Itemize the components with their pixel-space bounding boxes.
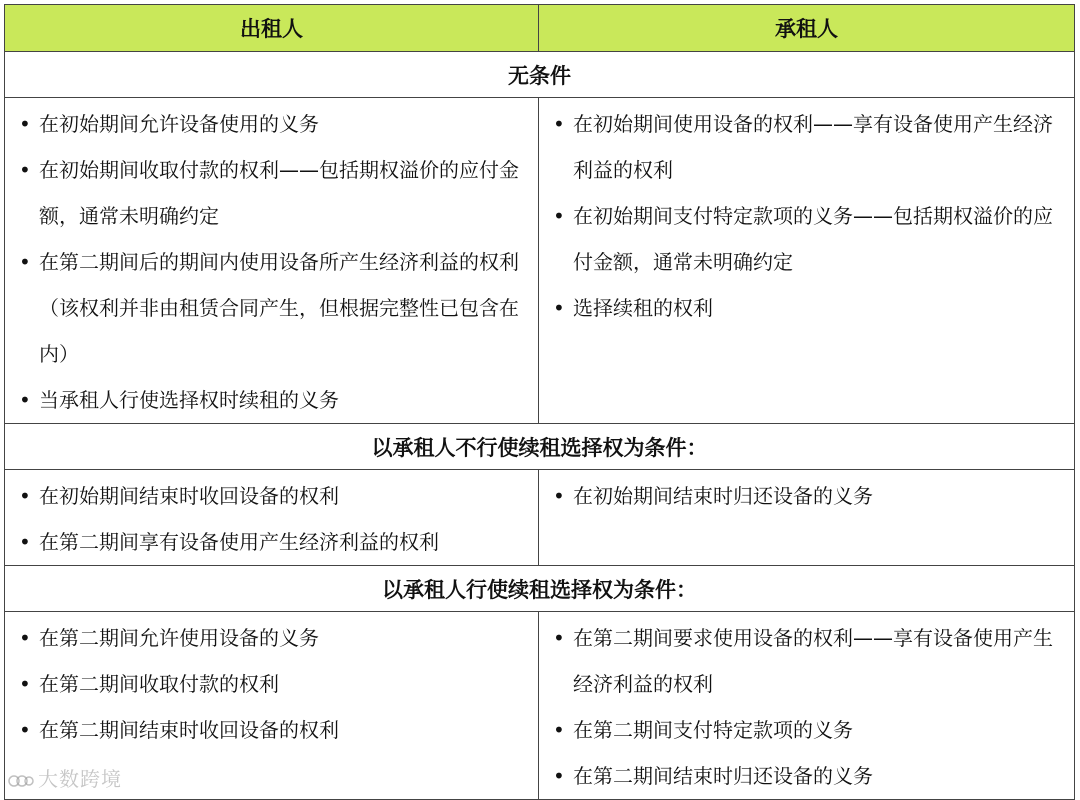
list-item [551, 615, 1062, 707]
bullet: • [553, 626, 565, 650]
list-item [17, 473, 526, 519]
list-item-text: 在第二期间结束时收回设备的权利 [39, 718, 339, 742]
header-lessee: 承租人 [539, 5, 1075, 52]
list-item [17, 707, 526, 753]
bullet: • [19, 112, 31, 136]
bullet: • [553, 112, 565, 136]
list-item-text: 在第二期间支付特定款项的义务 [573, 718, 853, 742]
bullet: • [19, 388, 31, 412]
list-item-text: 选择续租的权利 [573, 296, 713, 320]
section-row [5, 424, 1075, 470]
list-item [17, 661, 526, 707]
lessee-cell [539, 470, 1075, 566]
list-item-text: 在初始期间允许设备使用的义务 [39, 112, 319, 136]
list-item-text: 在第二期间允许使用设备的义务 [39, 626, 319, 650]
list-item-text: 在第二期间享有设备使用产生经济利益的权利 [39, 530, 439, 554]
bullet: • [19, 158, 31, 182]
section-row [5, 566, 1075, 612]
list-item [551, 753, 1062, 799]
list-item [551, 193, 1062, 285]
list-item [17, 615, 526, 661]
list-item [551, 285, 1062, 331]
list-item-text: 在初始期间结束时收回设备的权利 [39, 484, 339, 508]
watermark-logo-icon [8, 773, 34, 789]
list-item-text: 在第二期间后的期间内使用设备所产生经济利益的权利（该权利并非由租赁合同产生，但根据完整性已包含在内） [39, 250, 519, 366]
header-lessor: 出租人 [5, 5, 539, 52]
watermark [8, 763, 122, 792]
lease-rights-table [4, 4, 1075, 800]
bullet: • [19, 718, 31, 742]
section-row [5, 52, 1075, 98]
list-item-text: 在第二期间结束时归还设备的义务 [573, 764, 873, 788]
list-item-text: 在初始期间结束时归还设备的义务 [573, 484, 873, 508]
list-item-text: 在初始期间收取付款的权利——包括期权溢价的应付金额，通常未明确约定 [39, 158, 519, 228]
content-row [5, 612, 1075, 800]
list-item [17, 147, 526, 239]
list-item [17, 377, 526, 423]
list-item-text: 在第二期间要求使用设备的权利——享有设备使用产生经济利益的权利 [573, 626, 1053, 696]
bullet: • [553, 204, 565, 228]
bullet: • [19, 484, 31, 508]
list-item-text: 在第二期间收取付款的权利 [39, 672, 279, 696]
content-row [5, 470, 1075, 566]
bullet: • [553, 718, 565, 742]
bullet: • [553, 484, 565, 508]
content-row [5, 98, 1075, 424]
lessee-cell [539, 98, 1075, 424]
bullet: • [553, 764, 565, 788]
watermark-text: 大数跨境 [38, 767, 122, 791]
lessor-cell [5, 98, 539, 424]
list-item [17, 239, 526, 377]
section-title: 无条件 [5, 52, 1075, 98]
bullet: • [19, 530, 31, 554]
list-item-text: 当承租人行使选择权时续租的义务 [39, 388, 339, 412]
section-title: 以承租人不行使续租选择权为条件： [5, 424, 1075, 470]
header-row [5, 5, 1075, 52]
list-item [17, 101, 526, 147]
list-item [551, 101, 1062, 193]
lessor-cell [5, 470, 539, 566]
document-page [4, 4, 1074, 792]
list-item [551, 707, 1062, 753]
list-item-text: 在初始期间支付特定款项的义务——包括期权溢价的应付金额，通常未明确约定 [573, 204, 1053, 274]
bullet: • [553, 296, 565, 320]
bullet: • [19, 626, 31, 650]
list-item [551, 473, 1062, 519]
lessee-cell [539, 612, 1075, 800]
section-title: 以承租人行使续租选择权为条件： [5, 566, 1075, 612]
list-item-text: 在初始期间使用设备的权利——享有设备使用产生经济利益的权利 [573, 112, 1053, 182]
bullet: • [19, 250, 31, 274]
list-item [17, 519, 526, 565]
bullet: • [19, 672, 31, 696]
